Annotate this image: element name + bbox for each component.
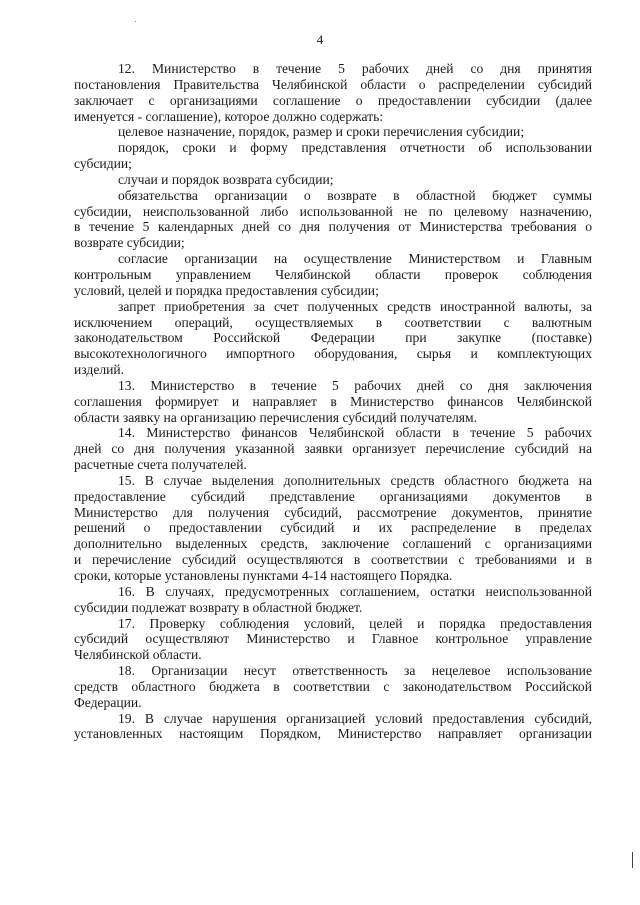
text-line: 16. В случаях, предусмотренных соглашением, остатки неиспользованной [118, 583, 592, 599]
text-line: заключает с организациями соглашение о предоставлении субсидии (далее [74, 92, 592, 108]
text-line: исключением операций, осуществляемых в соответствии с валютным [74, 314, 592, 330]
text-line: 19. В случае нарушения организацией условий предоставления субсидий, [118, 710, 592, 726]
text-line: Министерство для получения субсидий, рассмотрение документов, принятие [74, 504, 592, 520]
text-line: 18. Организации несут ответственность за нецелевое использование [118, 663, 592, 679]
scan-artifact-dot [135, 21, 136, 22]
text-line: именуется - соглашение), которое должно содержать: [74, 108, 384, 124]
text-line: субсидии подлежат возврату в областной бюджет. [74, 599, 363, 615]
text-line: субсидий осуществляют Министерство и Главное контрольное управление [74, 631, 592, 647]
text-line: случаи и порядок возврата субсидии; [118, 171, 334, 187]
text-line: 17. Проверку соблюдения условий, целей и порядка предоставления [118, 615, 592, 631]
text-line: законодательством Российской Федерации при закупке (поставке) [74, 330, 592, 346]
text-line: субсидии; [74, 156, 132, 172]
text-line: расчетные счета получателей. [74, 457, 247, 473]
text-line: контрольным управлением Челябинской области проверок соблюдения [74, 266, 592, 282]
text-line: порядок, сроки и форму представления отчетности об использовании [118, 140, 592, 156]
text-line: целевое назначение, порядок, размер и сроки перечисления субсидии; [118, 124, 525, 140]
text-line: изделий. [74, 362, 125, 378]
document-body [74, 61, 592, 742]
text-line: 12. Министерство в течение 5 рабочих дней со дня принятия [118, 61, 592, 76]
text-line: соглашения формирует и направляет в Министерство финансов Челябинской [74, 393, 592, 409]
text-line: возврате субсидии; [74, 235, 185, 251]
text-line: дней со дня получения указанной заявки организует перечисление субсидий на [74, 441, 592, 457]
text-line: сроки, которые установлены пунктами 4-14 настоящего Порядка. [74, 568, 453, 583]
text-line: условий, целей и порядка предоставления субсидии; [74, 282, 379, 298]
text-line: высокотехнологичного импортного оборудования, сырья и комплектующих [74, 346, 592, 362]
text-line: предоставление субсидий представление организациями документов в [74, 488, 592, 504]
text-line: установленных настоящим Порядком, Министерство направляет организации [74, 726, 592, 742]
page-number: 4 [316, 32, 324, 47]
text-line: дополнительно выделенных средств, заключение соглашений с организациями [74, 536, 592, 552]
text-line: 13. Министерство в течение 5 рабочих дней со дня заключения [118, 377, 592, 393]
scan-artifact-mark [632, 852, 633, 868]
text-line: 14. Министерство финансов Челябинской области в течение 5 рабочих [118, 425, 592, 441]
text-line: постановления Правительства Челябинской области о распределении субсидий [74, 76, 592, 92]
text-line: и перечисление субсидий осуществляются в соответствии с требованиями и в [74, 552, 592, 568]
text-line: средств областного бюджета в соответствии с законодательством Российской [74, 678, 592, 694]
text-line: области заявку на организацию перечисления субсидий получателям. [74, 409, 478, 425]
text-line: Челябинской области. [74, 647, 202, 663]
text-line: обязательства организации о возврате в областной бюджет суммы [118, 187, 592, 203]
text-line: решений о предоставлении субсидий и их распределение в пределах [74, 520, 592, 536]
text-line: в течение 5 календарных дней со дня получения от Министерства требования о [74, 219, 592, 235]
text-line: согласие организации на осуществление Министерством и Главным [118, 251, 592, 267]
text-line: субсидии, неиспользованной либо использованной не по целевому назначению, [74, 203, 592, 219]
text-line: запрет приобретения за счет полученных средств иностранной валюты, за [118, 298, 592, 314]
text-line: Федерации. [74, 694, 142, 710]
text-line: 15. В случае выделения дополнительных средств областного бюджета на [118, 472, 592, 488]
